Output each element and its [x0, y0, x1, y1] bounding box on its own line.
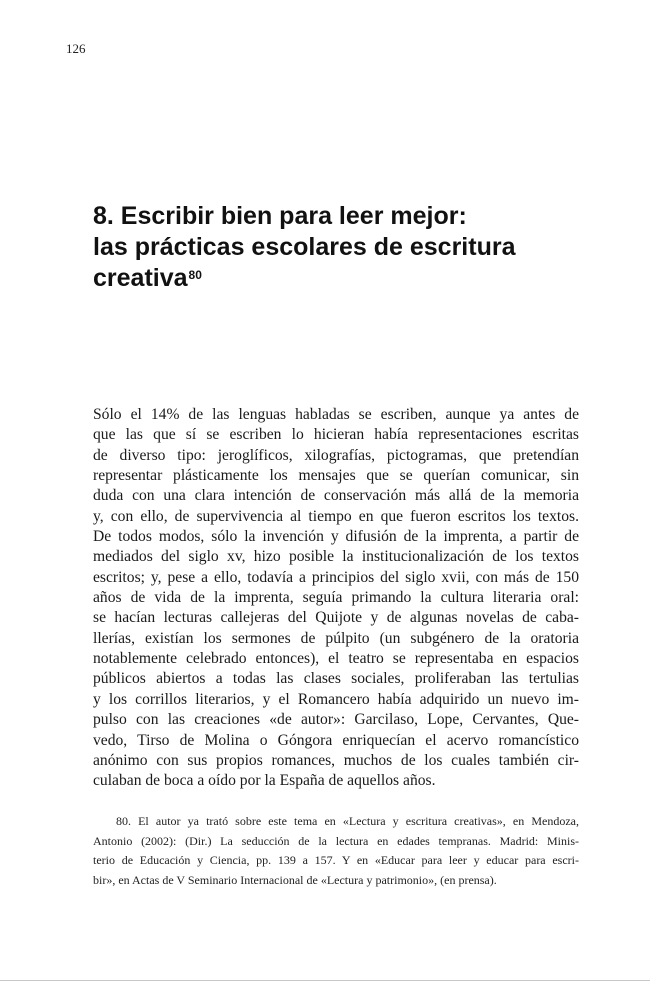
- body-line: mediados del siglo xv, hizo posible la institucionalización de los textos: [93, 548, 579, 566]
- chapter-title-line-3: [93, 263, 593, 294]
- body-line: De todos modos, sólo la invención y difusión de la imprenta, a partir de: [93, 528, 579, 546]
- chapter-title: [93, 201, 593, 294]
- body-line: se hacían lecturas callejeras del Quijote y de algunas novelas de caba-: [93, 609, 579, 627]
- chapter-title-line-2: las prácticas escolares de escritura: [93, 233, 516, 261]
- chapter-title-line-3-text: creativa: [93, 264, 188, 292]
- body-line: de diverso tipo: jeroglíficos, xilografías, pictogramas, que pretendían: [93, 446, 579, 464]
- body-line: y, con ello, de supervivencia al tiempo en que fueron escritos los textos.: [93, 507, 579, 525]
- body-line: Sólo el 14% de las lenguas habladas se escriben, aunque ya antes de: [93, 406, 579, 423]
- body-line: duda con una clara intención de conservación más allá de la memoria: [93, 487, 579, 505]
- footnote-line: bir», en Actas de V Seminario Internacional de «Lectura y patrimonio», (en prensa).: [93, 873, 497, 888]
- body-line: culaban de boca a oído por la España de aquellos años.: [93, 772, 436, 790]
- footnote-reference[interactable]: 80: [188, 267, 202, 282]
- body-line: públicos abiertos a todas las clases sociales, proliferaban las tertulias: [93, 670, 579, 688]
- body-line: escritos; y, pese a ello, todavía a principios del siglo xvii, con más de 150: [93, 568, 579, 586]
- footnote-line: terio de Educación y Ciencia, pp. 139 a 157. Y en «Educar para leer y educar para escri-: [93, 853, 579, 868]
- body-line: vedo, Tirso de Molina o Góngora enriquecían el acervo romancístico: [93, 731, 579, 749]
- body-paragraph: [93, 405, 579, 792]
- body-line: y los corrillos literarios, y el Romancero había adquirido un nuevo im-: [93, 690, 579, 708]
- body-line: llerías, existían los sermones de púlpito (un subgénero de la oratoria: [93, 629, 579, 647]
- footnote: [93, 812, 579, 891]
- page-bottom-rule: [0, 980, 650, 981]
- body-line: representar plásticamente los mensajes que se querían comunicar, sin: [93, 467, 579, 485]
- footnote-line: 80. El autor ya trató sobre este tema en «Lectura y escritura creativas», en Mendoza,: [116, 814, 579, 828]
- body-line: notablemente celebrado entonces), el teatro se representaba en espacios: [93, 650, 579, 668]
- body-line: anónimo con sus propios romances, muchos de los cuales también cir-: [93, 751, 579, 769]
- body-line: que las que sí se escriben lo hicieran había representaciones escritas: [93, 426, 579, 444]
- footnote-line: Antonio (2002): (Dir.) La seducción de la lectura en edades tempranas. Madrid: Minis-: [93, 833, 579, 848]
- chapter-title-line-1: 8. Escribir bien para leer mejor:: [93, 202, 467, 230]
- page-number: 126: [66, 41, 86, 56]
- body-line: años de vida de la imprenta, seguía primando la cultura literaria oral:: [93, 589, 579, 607]
- body-line: pulso con las creaciones «de autor»: Garcilaso, Lope, Cervantes, Que-: [93, 711, 579, 729]
